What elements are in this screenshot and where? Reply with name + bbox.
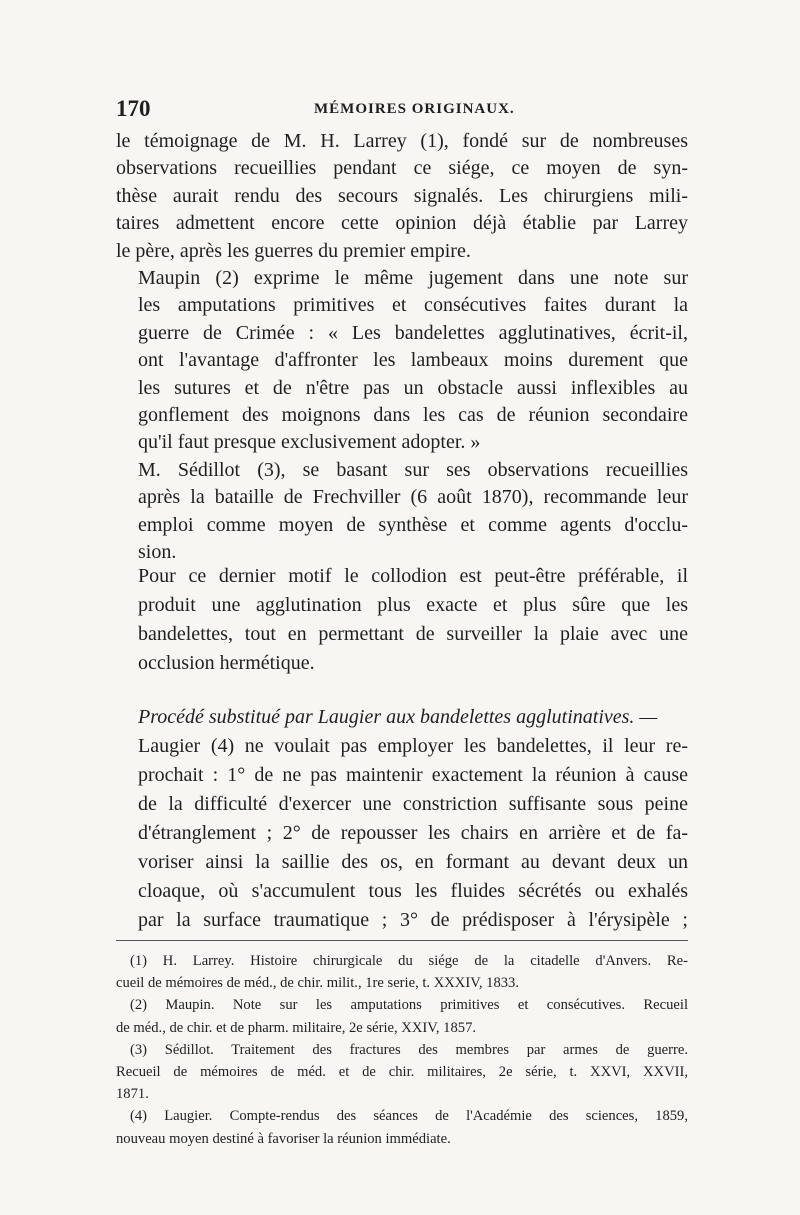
text-line: emploi comme moyen de synthèse et comme agents d'occlu- bbox=[138, 513, 688, 536]
footnote-line: (2) Maupin. Note sur les amputations primitives et consécutives. Recueil bbox=[130, 997, 688, 1014]
paragraph-5 bbox=[116, 703, 688, 935]
footnote-line: (3) Sédillot. Traitement des fractures des membres par armes de guerre. bbox=[130, 1041, 688, 1058]
footnote-line: de méd., de chir. et de pharm. militaire, 2e série, XXIV, 1857. bbox=[116, 1019, 477, 1036]
text-line: cloaque, où s'accumulent tous les fluides sécrétés ou exhalés bbox=[138, 880, 688, 902]
text-line: le père, après les guerres du premier empire. bbox=[116, 239, 471, 262]
footnote-line: (4) Laugier. Compte-rendus des séances de l'Académie des sciences, 1859, bbox=[130, 1108, 688, 1125]
paragraph-3 bbox=[116, 457, 688, 567]
text-line: par la surface traumatique ; 3° de prédisposer à l'érysipèle ; bbox=[138, 909, 688, 931]
text-line: voriser ainsi la saillie des os, en formant au devant deux un bbox=[138, 851, 688, 873]
text-line: qu'il faut presque exclusivement adopter. » bbox=[138, 431, 481, 454]
text-line: d'étranglement ; 2° de repousser les chairs en arrière et de fa- bbox=[138, 822, 688, 844]
text-line: ont l'avantage d'affronter les lambeaux moins durement que bbox=[138, 349, 688, 372]
running-title: MÉMOIRES ORIGINAUX. bbox=[314, 101, 515, 117]
text-line: sion. bbox=[138, 541, 177, 564]
text-line: Laugier (4) ne voulait pas employer les bandelettes, il leur re- bbox=[138, 735, 688, 757]
paragraph-2 bbox=[116, 265, 688, 457]
footnote-3 bbox=[116, 1039, 688, 1106]
text-line: le témoignage de M. H. Larrey (1), fondé sur de nombreuses bbox=[116, 130, 688, 152]
text-line: produit une agglutination plus exacte et plus sûre que les bbox=[138, 594, 688, 616]
text-line: prochait : 1° de ne pas maintenir exactement la réunion à cause bbox=[138, 764, 688, 786]
body-text-top bbox=[116, 128, 688, 567]
section-heading: Procédé substitué par Laugier aux bandelettes agglutinatives. — bbox=[138, 706, 658, 728]
text-line: les sutures et de n'être pas un obstacle aussi inflexibles au bbox=[138, 376, 688, 399]
text-line: après la bataille de Frechviller (6 août 1870), recommande leur bbox=[138, 486, 688, 509]
footnote-4 bbox=[116, 1105, 688, 1149]
body-text-bottom bbox=[116, 703, 688, 935]
footnote-divider bbox=[116, 940, 688, 941]
text-line: M. Sédillot (3), se basant sur ses observations recueillies bbox=[138, 458, 688, 481]
text-line: taires admettent encore cette opinion déjà établie par Larrey bbox=[116, 212, 688, 235]
footnote-1 bbox=[116, 950, 688, 994]
running-head bbox=[116, 96, 686, 120]
text-line: thèse aurait rendu des secours signalés. Les chirurgiens mili- bbox=[116, 184, 688, 207]
footnote-line: (1) H. Larrey. Histoire chirurgicale du siége de la citadelle d'Anvers. Re- bbox=[130, 953, 688, 969]
footnotes bbox=[116, 950, 688, 1150]
text-line: guerre de Crimée : « Les bandelettes agglutinatives, écrit-il, bbox=[138, 321, 688, 344]
text-line: gonflement des moignons dans les cas de réunion secondaire bbox=[138, 404, 688, 427]
text-line: Maupin (2) exprime le même jugement dans une note sur bbox=[138, 267, 688, 290]
paragraph-1 bbox=[116, 128, 688, 265]
text-line: bandelettes, tout en permettant de surveiller la plaie avec une bbox=[138, 623, 688, 645]
text-line: observations recueillies pendant ce siége, ce moyen de syn- bbox=[116, 157, 688, 180]
page-number: 170 bbox=[116, 96, 151, 121]
footnote-line: Recueil de mémoires de méd. et de chir. militaires, 2e série, t. XXVI, XXVII, bbox=[116, 1064, 688, 1081]
text-line: les amputations primitives et consécutives faites durant la bbox=[138, 294, 688, 317]
text-line: Pour ce dernier motif le collodion est peut-être préférable, il bbox=[138, 565, 688, 587]
footnote-2 bbox=[116, 994, 688, 1038]
footnote-line: 1871. bbox=[116, 1086, 149, 1103]
body-text-middle bbox=[116, 562, 688, 678]
paragraph-4 bbox=[116, 562, 688, 678]
footnote-line: nouveau moyen destiné à favoriser la réunion immédiate. bbox=[116, 1130, 451, 1147]
footnote-line: cueil de mémoires de méd., de chir. milit., 1re serie, t. XXXIV, 1833. bbox=[116, 975, 519, 992]
text-line: occlusion hermétique. bbox=[138, 652, 315, 674]
text-line: de la difficulté d'exercer une constriction suffisante sous peine bbox=[138, 793, 688, 815]
